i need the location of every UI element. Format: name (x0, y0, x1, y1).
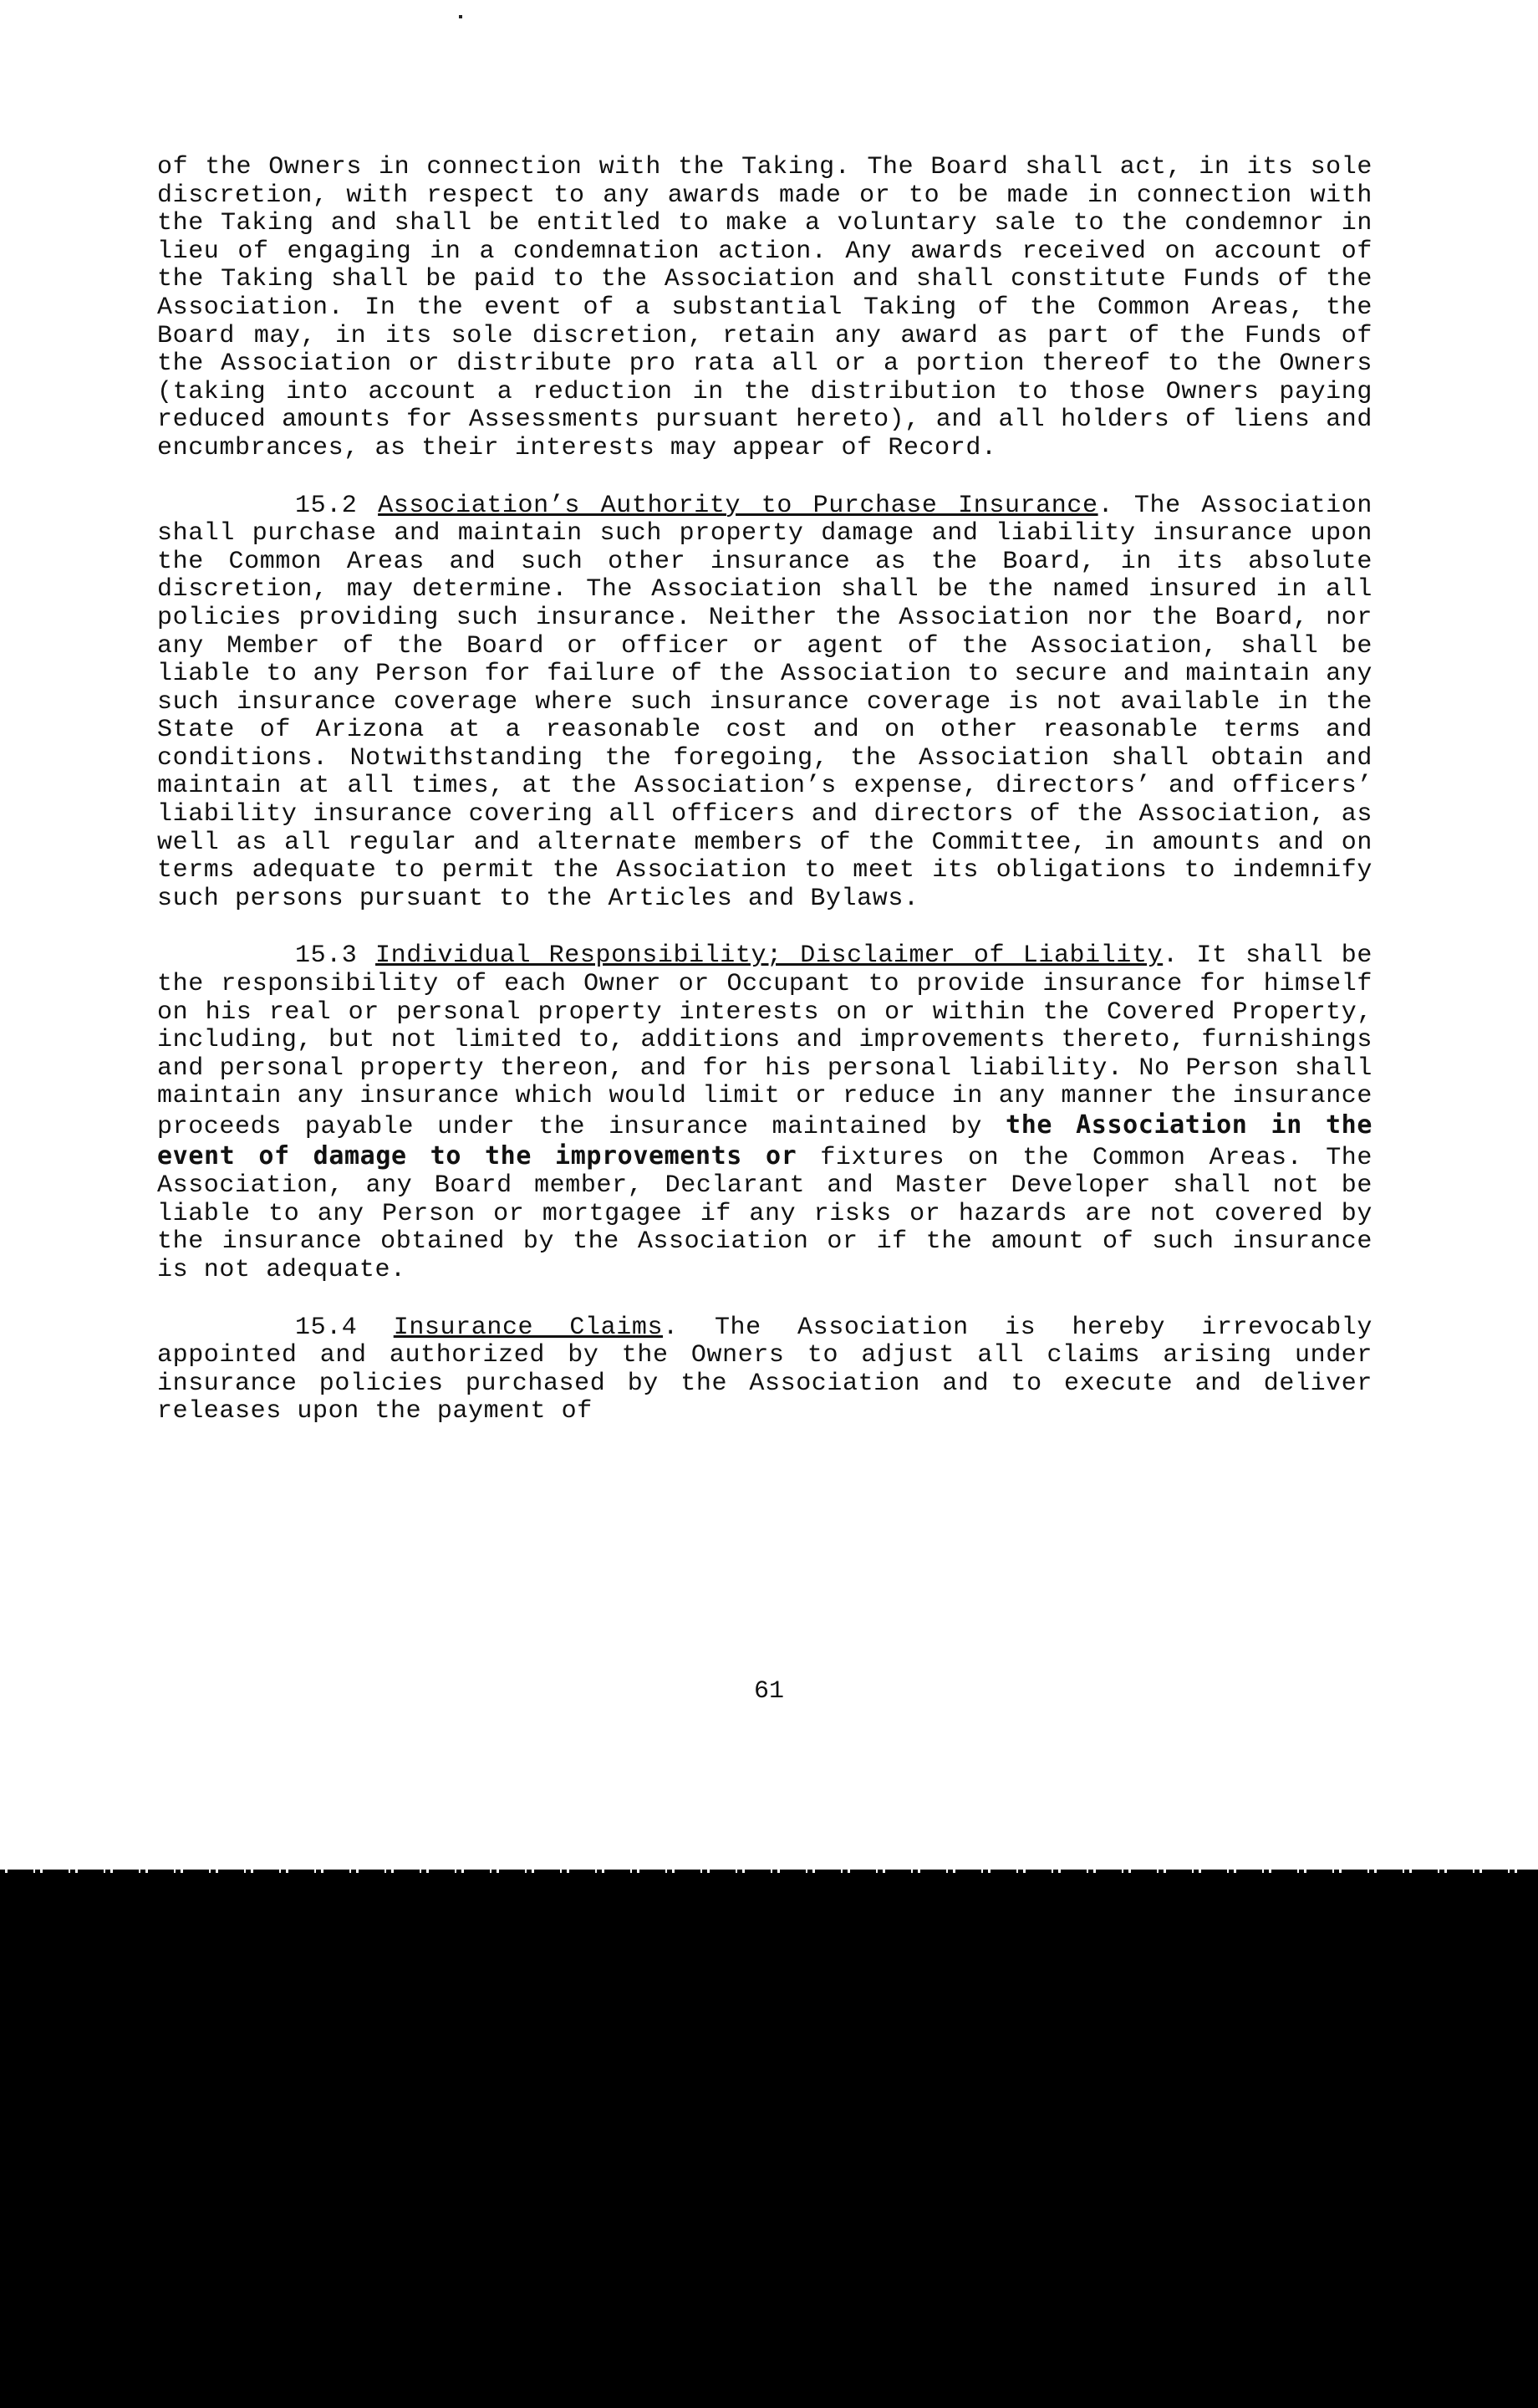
page-number: 61 (753, 1677, 784, 1706)
document-body (157, 154, 1372, 1426)
section-15-4 (157, 1314, 1372, 1426)
section-body: . It shall be the responsibility of each Owner or Occupant to provide insurance for himself on his real or personal property interests on or within the Covered Property, including, but not limited to, additions and improvements thereto, furnishings and personal property thereon, and for his personal liability. No Person shall maintain any insurance which would limit or reduce in any manner the insurance proceeds payable under the insurance maintained by (157, 941, 1372, 1141)
section-15-2 (157, 492, 1372, 914)
scan-speck (459, 15, 462, 18)
section-heading: Individual Responsibility; Disclaimer of Liability (375, 941, 1164, 971)
section-body: . The Association shall purchase and maintain such property damage and liability insurance upon the Common Areas and such other insurance as the Board, in its absolute discretion, may determine. The Association shall be the named insured in all policies providing such insurance. Neither the Association nor the Board, nor any Member of the Board or officer or agent of the Association, shall be liable to any Person for failure of the Association to secure and maintain any such insurance coverage where such insurance coverage is not available in the State of Arizona at a reasonable cost and on other reasonable terms and conditions. Notwithstanding the foregoing, the Association shall obtain and maintain at all times, at the Association’s expense, directors’ and officers’ liability insurance covering all officers and directors of the Association, as well as all regular and alternate members of the Committee, in amounts and on terms adequate to permit the Association to meet its obligations to indemnify such persons pursuant to the Articles and Bylaws. (157, 491, 1372, 913)
section-heading: Association’s Authority to Purchase Insurance (378, 491, 1098, 520)
section-heading: Insurance Claims (393, 1313, 664, 1342)
scan-black-band (0, 1873, 1538, 2408)
section-body: fixtures on the Common Areas. The Association, any Board member, Declarant and Master Developer shall not be liable to any Person or mortgagee if any risks or hazards are not covered by the insurance obtained by the Association or if the amount of such insurance is not adequate. (157, 1143, 1373, 1284)
section-number: 15.3 (295, 941, 358, 971)
paragraph-continuation: of the Owners in connection with the Taking. The Board shall act, in its sole discretion, with respect to any awards made or to be made in connection with the Taking and shall be entitled to make a voluntary sale to the condemnor in lieu of engaging in a condemnation action. Any awards received on account of the Taking shall be paid to the Association and shall constitute Funds of the Association. In the event of a substantial Taking of the Common Areas, the Board may, in its sole discretion, retain any award as part of the Funds of the Association or distribute pro rata all or a portion thereof to the Owners (taking into account a reduction in the distribution to those Owners paying reduced amounts for Assessments pursuant hereto), and all holders of liens and encumbrances, as their interests may appear of Record. (157, 153, 1372, 462)
section-number: 15.4 (295, 1313, 358, 1342)
section-body-bold: the Association in the event of damage to the improvements or (157, 1110, 1372, 1171)
section-number: 15.2 (295, 491, 358, 520)
section-15-3 (157, 942, 1372, 1284)
section-body: . The Association is hereby irrevocably appointed and authorized by the Owners to adjust all claims arising under insurance policies purchased by the Association and to execute and deliver releases upon the payment of (157, 1313, 1373, 1426)
